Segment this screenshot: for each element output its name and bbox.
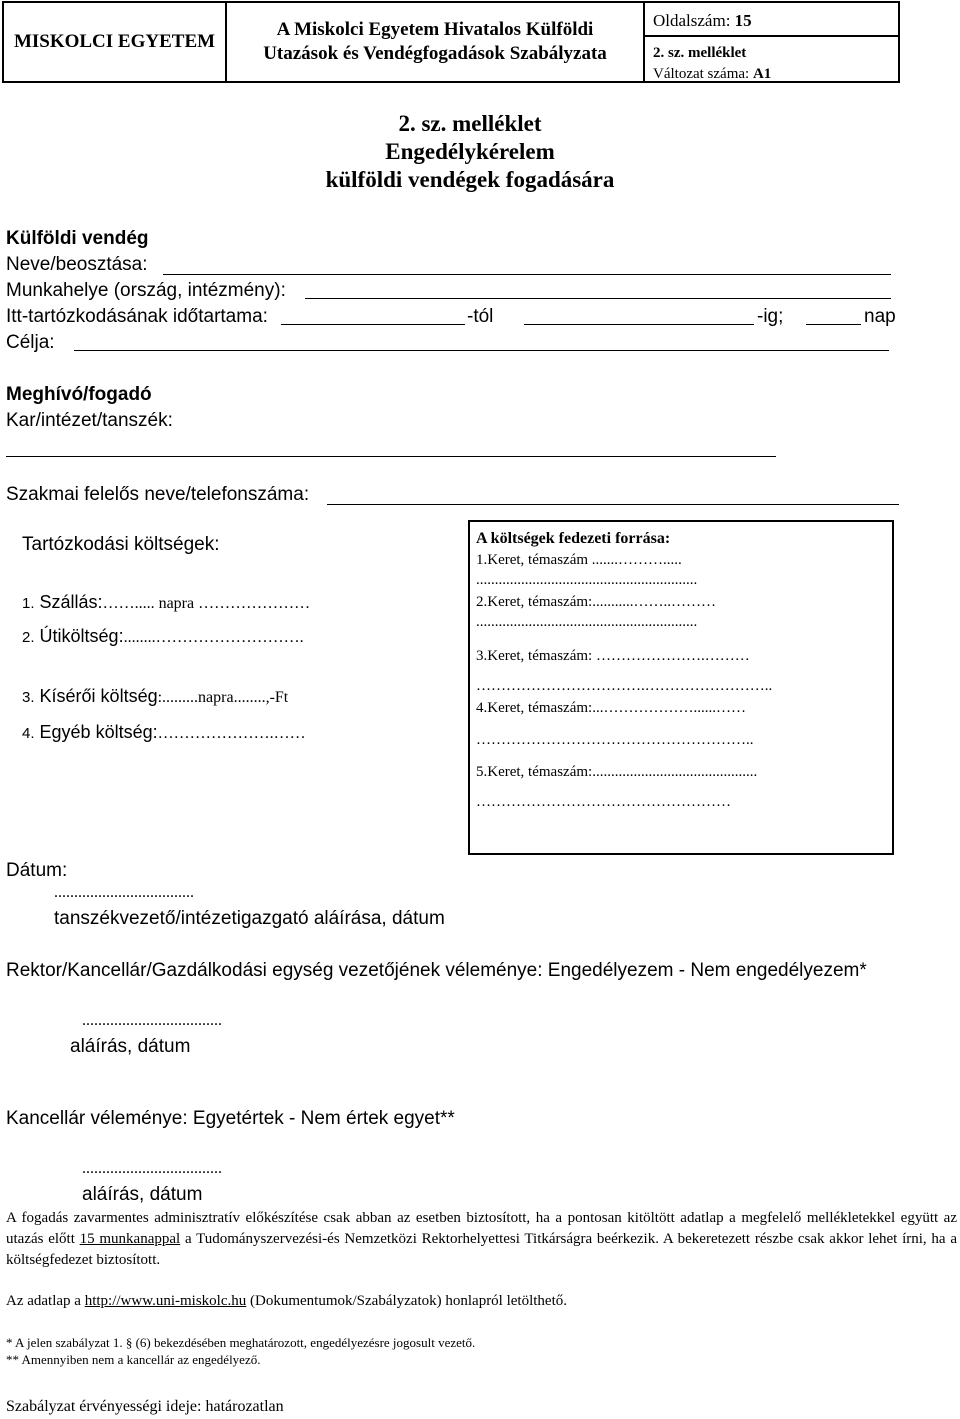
funding-box xyxy=(468,520,894,855)
chancellor-opinion: Kancellár véleménye: Egyetértek - Nem értek egyet** xyxy=(6,1108,455,1129)
guest-workplace-label: Munkahelye (ország, intézmény): xyxy=(6,280,286,301)
stay-to-suffix: -ig; xyxy=(757,306,784,327)
cost-item-other-label: Egyéb költség: xyxy=(39,722,158,742)
guest-workplace-field[interactable] xyxy=(305,280,891,299)
funding-row: ........................................................... xyxy=(476,614,698,630)
funding-row: 2.Keret, témaszám:...........……..……… xyxy=(476,594,716,610)
cost-item-accommodation: 1. Szállás:……..... napra ………………… xyxy=(22,592,311,612)
cost-item-escort: 3. Kísérői költség:.........napra........,-Ft xyxy=(22,686,289,706)
rector-opinion: Rektor/Kancellár/Gazdálkodási egység vezetőjének véleménye: Engedélyezem - Nem engedélyezem* xyxy=(6,960,867,981)
guest-purpose-label: Célja: xyxy=(6,332,55,353)
document-header xyxy=(2,1,900,83)
deadline-text: 15 munkanappal xyxy=(79,1231,181,1247)
header-meta xyxy=(645,3,898,81)
host-heading: Meghívó/fogadó xyxy=(6,384,152,405)
responsible-label: Szakmai felelős neve/telefonszáma: xyxy=(6,484,310,505)
stay-from-field[interactable] xyxy=(281,306,465,325)
funding-row: 5.Keret, témaszám:............................................ xyxy=(476,764,758,780)
regulation-title-line1: A Miskolci Egyetem Hivatalos Külföldi xyxy=(276,19,594,40)
guest-stay-label: Itt-tartózkodásának időtartama: xyxy=(6,306,268,327)
footnote-2: ** Amennyiben nem a kancellár az engedélyező. xyxy=(6,1352,261,1367)
cost-item-other: 4. Egyéb költség:………………….…… xyxy=(22,722,306,742)
stay-days-field[interactable] xyxy=(806,306,861,325)
version-row xyxy=(645,61,898,83)
regulation-title-line2: Utazások és Vendégfogadások Szabályzata xyxy=(263,43,607,64)
regulation-title xyxy=(227,3,645,81)
host-dept-label: Kar/intézet/tanszék: xyxy=(6,410,173,431)
website-link[interactable]: http://www.uni-miskolc.hu xyxy=(84,1293,247,1309)
signature-dots: ................................... xyxy=(82,1160,222,1177)
host-dept-field[interactable] xyxy=(6,440,776,457)
form-title-line2: Engedélykérelem xyxy=(385,139,555,164)
funding-row: ……………………………………………….. xyxy=(476,732,754,748)
submission-notice: A fogadás zavarmentes adminisztratív előkészítése csak abban az esetben biztosított, ha a pontosan kitöltött adatlap a megfelelő mellékletekkel együtt az utazás előtt 15 munkanappal a Tudományszervezési-és Nemzetközi Rektorhelyettesi Titkárságra beérkezik. A bekeretezett részbe csak akkor lehet írni, ha a költségfedezet biztosított. xyxy=(6,1210,957,1268)
stay-to-field[interactable] xyxy=(524,306,754,325)
page-number: 15 xyxy=(734,11,752,30)
stay-from-suffix: -tól xyxy=(467,306,494,327)
funding-row: …………………………………………… xyxy=(476,794,731,810)
guest-name-label: Neve/beosztása: xyxy=(6,254,148,275)
validity-note: Szabályzat érvényességi ideje: határozatlan xyxy=(6,1398,284,1415)
version-value: A1 xyxy=(752,66,772,82)
funding-heading: A költségek fedezeti forrása: xyxy=(476,530,671,547)
form-title-line3: külföldi vendégek fogadására xyxy=(325,167,615,192)
funding-row: 4.Keret, témaszám:...………………......…… xyxy=(476,700,746,716)
cost-item-travel: 2. Útiköltség:........………………………. xyxy=(22,626,304,646)
date-label: Dátum: xyxy=(6,860,68,881)
cost-item-accommodation-label: Szállás: xyxy=(39,592,103,612)
funding-row: 3.Keret, témaszám: ………………….……… xyxy=(476,648,750,664)
funding-row: ........................................................... xyxy=(476,572,698,588)
download-info: Az adatlap a http://www.uni-miskolc.hu (Dokumentumok/Szabályzatok) honlapról letölthető. xyxy=(6,1293,568,1309)
form-title-line1: 2. sz. melléklet xyxy=(398,111,542,136)
page-number-row xyxy=(645,3,898,37)
costs-heading: Tartózkodási költségek: xyxy=(22,534,220,555)
guest-name-field[interactable] xyxy=(163,256,891,275)
signature-dots: ................................... xyxy=(82,1012,222,1029)
guest-heading: Külföldi vendég xyxy=(6,228,149,249)
chancellor-signature-caption: aláírás, dátum xyxy=(82,1184,203,1205)
guest-name-row xyxy=(6,254,148,276)
guest-purpose-field[interactable] xyxy=(74,332,889,351)
page-label: Oldalszám: xyxy=(653,11,731,30)
responsible-field[interactable] xyxy=(327,486,899,505)
version-label: Változat száma: xyxy=(653,66,750,82)
rector-signature-caption: aláírás, dátum xyxy=(70,1036,191,1057)
footnote-1: * A jelen szabályzat 1. § (6) bekezdésében meghatározott, engedélyezésre jogosult vezető. xyxy=(6,1335,476,1350)
funding-row: …………………………….…………………….. xyxy=(476,678,773,694)
signature-dots: ................................... xyxy=(54,884,194,901)
cost-item-escort-label: Kísérői költség xyxy=(39,686,158,706)
funding-row: 1.Keret, témaszám .......………..... xyxy=(476,552,682,568)
form-title xyxy=(220,110,720,194)
cost-item-travel-label: Útiköltség: xyxy=(39,626,124,646)
annex-label: 2. sz. melléklet xyxy=(653,45,747,61)
head-signature-caption: tanszékvezető/intézetigazgató aláírása, dátum xyxy=(54,908,445,929)
university-name: MISKOLCI EGYETEM xyxy=(4,3,227,81)
stay-days-suffix: nap xyxy=(864,306,896,327)
